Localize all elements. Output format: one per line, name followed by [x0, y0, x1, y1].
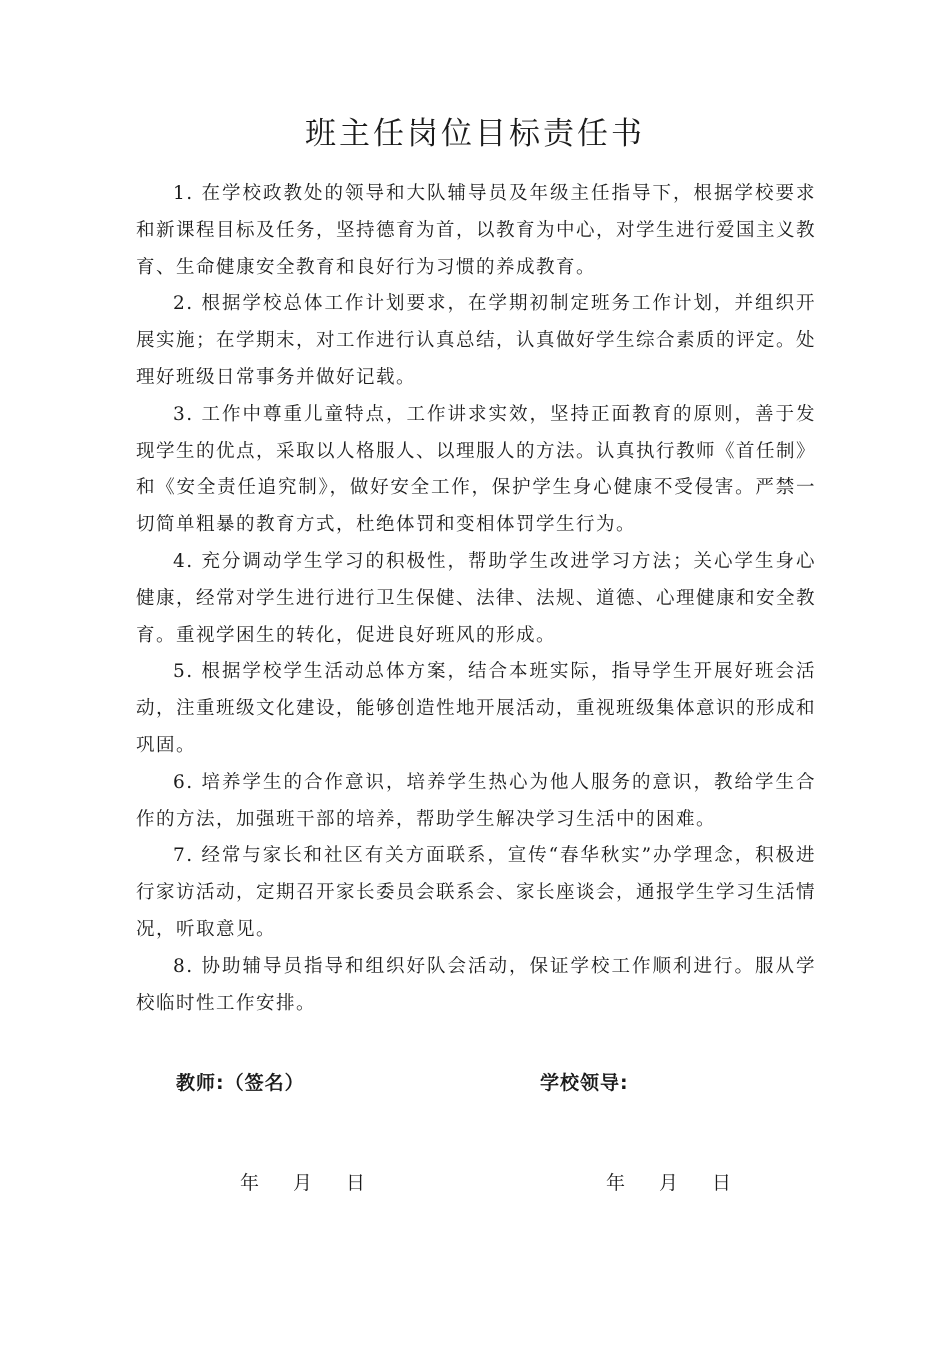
paragraph-5: 5. 根据学校学生活动总体方案，结合本班实际，指导学生开展好班会活动，注重班级文化建设，能够创造性地开展活动，重视班级集体意识的形成和巩固。 — [136, 661, 817, 756]
teacher-signature-label: 教师:（签名） — [176, 1072, 305, 1094]
school-leader-signature-label: 学校领导: — [540, 1072, 629, 1094]
date-year-label: 年 — [240, 1172, 260, 1194]
document-body — [136, 176, 816, 1022]
date-year-label: 年 — [606, 1172, 626, 1194]
date-day-label: 日 — [712, 1172, 732, 1194]
paragraph-2: 2. 根据学校总体工作计划要求，在学期初制定班务工作计划，并组织开展实施；在学期末，对工作进行认真总结，认真做好学生综合素质的评定。处理好班级日常事务并做好记载。 — [136, 293, 817, 388]
document-title: 班主任岗位目标责任书 — [305, 116, 645, 152]
date-day-label: 日 — [346, 1172, 366, 1194]
paragraph-7: 7. 经常与家长和社区有关方面联系，宣传“春华秋实”办学理念，积极进行家访活动，定期召开家长委员会联系会、家长座谈会，通报学生学习生活情况，听取意见。 — [136, 845, 817, 940]
date-month-label: 月 — [659, 1172, 679, 1194]
paragraph-6: 6. 培养学生的合作意识，培养学生热心为他人服务的意识，教给学生合作的方法，加强班干部的培养，帮助学生解决学习生活中的困难。 — [136, 771, 816, 830]
leader-date-line — [606, 1168, 731, 1195]
paragraph-1: 1. 在学校政教处的领导和大队辅导员及年级主任指导下，根据学校要求和新课程目标及任务，坚持德育为首，以教育为中心，对学生进行爱国主义教育、生命健康安全教育和良好行为习惯的养成教育。 — [136, 183, 817, 278]
paragraph-3: 3. 工作中尊重儿童特点，工作讲求实效，坚持正面教育的原则，善于发现学生的优点，采取以人格服人、以理服人的方法。认真执行教师《首任制》和《安全责任追究制》，做好安全工作，保护学生身心健康不受侵害。严禁一切简单粗暴的教育方式，杜绝体罚和变相体罚学生行为。 — [136, 403, 817, 536]
teacher-date-line — [240, 1168, 365, 1195]
paragraph-4: 4. 充分调动学生学习的积极性，帮助学生改进学习方法；关心学生身心健康，经常对学生进行进行卫生保健、法律、法规、道德、心理健康和安全教育。重视学困生的转化，促进良好班风的形成。 — [136, 550, 817, 646]
date-month-label: 月 — [293, 1172, 313, 1194]
paragraph-8: 8. 协助辅导员指导和组织好队会活动，保证学校工作顺利进行。服从学校临时性工作安排。 — [136, 955, 816, 1014]
